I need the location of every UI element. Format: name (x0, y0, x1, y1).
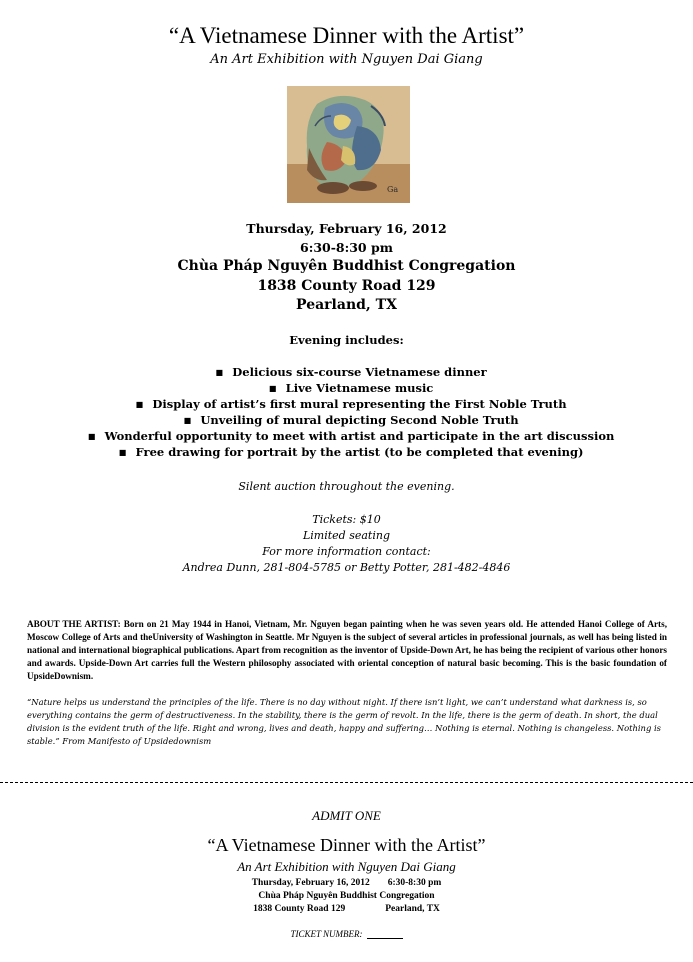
bullet-icon: ■ (268, 383, 277, 393)
includes-heading: Evening includes: (289, 333, 404, 347)
page-title: “A Vietnamese Dinner with the Artist” (168, 23, 525, 48)
bullet-icon: ■ (87, 431, 96, 441)
event-address: 1838 County Road 129 (257, 277, 436, 294)
auction-note: Silent auction throughout the evening. (238, 480, 455, 493)
ticket-info (0, 512, 693, 576)
about-text: Born on 21 May 1944 in Hanoi, Vietnam, Mr. Nguyen began painting when he was seven years old. He attended Hanoi College of Arts, Moscow College of Arts and theUniversity of Washington in Seattle. Mr Nguyen is the subject of several articles in professional journals, as well has being listed in national and international biographical publications. Apart from recognition as the inventor of Upside-Down Art, he has being the recipient of various other honors and awards. Upside-Down Art carries full the Western philosophy associated with oriental conception of natural basic becoming. This is the basic foundation of UpsideDownism. (27, 619, 667, 681)
includes-list (0, 364, 693, 460)
ticket-event-details (0, 877, 693, 916)
bullet-icon: ■ (118, 447, 127, 457)
list-item: ■ Free drawing for portrait by the artist (to be completed that evening) (0, 444, 693, 460)
list-item: ■ Live Vietnamese music (0, 380, 693, 396)
list-item: ■ Wonderful opportunity to meet with artist and participate in the art discussion (0, 428, 693, 444)
ticket-title: “A Vietnamese Dinner with the Artist” (207, 835, 486, 855)
cut-line-divider (0, 782, 693, 783)
ticket-subtitle: An Art Exhibition with Nguyen Dai Giang (237, 859, 456, 874)
painting-signature: Ga (387, 185, 399, 194)
event-time: 6:30-8:30 pm (300, 240, 393, 255)
page-subtitle: An Art Exhibition with Nguyen Dai Giang (210, 52, 483, 67)
seating-note: Limited seating (302, 529, 391, 542)
painting-image (287, 86, 410, 203)
bullet-icon: ■ (183, 415, 192, 425)
ticket-number (0, 929, 693, 939)
about-label: ABOUT THE ARTIST: (27, 619, 121, 629)
contact-details: Andrea Dunn, 281-804-5785 or Betty Potter, 281-482-4846 (182, 561, 511, 574)
event-city: Pearland, TX (296, 297, 397, 313)
event-date: Thursday, February 16, 2012 (246, 221, 447, 236)
about-the-artist (27, 618, 667, 683)
event-venue: Chùa Pháp Nguyên Buddhist Congregation (177, 258, 516, 274)
list-item: ■ Delicious six-course Vietnamese dinner (0, 364, 693, 380)
ticket-time: 6:30-8:30 pm (387, 878, 442, 888)
artist-quote: “Nature helps us understand the principles of the life. There is no day without night. If there isn’t light, we can’t understand what darkness is, so everything contains the germ of destructiveness. In the stability, there is the germ of revolt. In the life, there is the germ of death. In short, the dual division is the evident truth of the life. Right and wrong, lives and death, happy and suffering… Nothing is eternal. Nothing is changeless. Nothing is stable.” From Manifesto of Upsidedownism (27, 697, 661, 746)
bullet-icon: ■ (215, 367, 224, 377)
list-item: ■ Display of artist’s first mural representing the First Noble Truth (0, 396, 693, 412)
contact-label: For more information contact: (262, 545, 431, 558)
ticket-city: Pearland, TX (385, 904, 440, 914)
ticket-number-blank (367, 929, 403, 939)
ticket-date: Thursday, February 16, 2012 (251, 878, 370, 888)
ticket-address: 1838 County Road 129 (253, 904, 346, 914)
admit-one-label: ADMIT ONE (312, 808, 381, 823)
ticket-venue: Chùa Pháp Nguyên Buddhist Congregation (258, 891, 435, 901)
event-details (0, 219, 693, 316)
bullet-icon: ■ (135, 399, 144, 409)
ticket-price: Tickets: $10 (312, 513, 381, 526)
list-item: ■ Unveiling of mural depicting Second Noble Truth (0, 412, 693, 428)
ticket-number-label: TICKET NUMBER: (290, 929, 363, 939)
